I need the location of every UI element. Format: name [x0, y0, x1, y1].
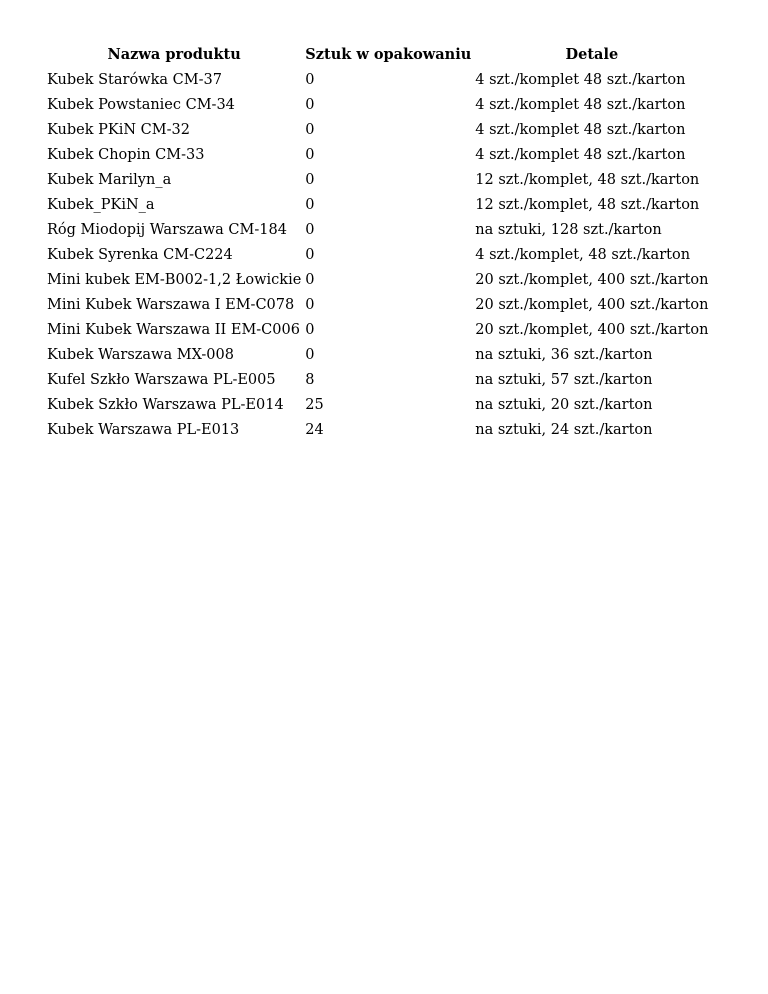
table-row	[46, 218, 709, 241]
header-row	[46, 43, 709, 66]
product-name-cell: Kubek Marilyn_a	[47, 171, 172, 188]
pack-quantity-cell: 25	[305, 396, 324, 413]
table-row	[46, 393, 709, 416]
details-cell: na sztuki, 57 szt./karton	[475, 371, 653, 388]
table-row	[46, 268, 709, 291]
details-cell: na sztuki, 24 szt./karton	[475, 421, 653, 438]
table-row	[46, 68, 709, 91]
table-row	[46, 118, 709, 141]
product-name-cell: Kubek Starówka CM-37	[47, 71, 222, 88]
table-body	[46, 68, 709, 441]
table-row	[46, 418, 709, 441]
pack-quantity-cell: 0	[305, 246, 315, 263]
pack-quantity-cell: 0	[305, 196, 315, 213]
product-name-cell: Kufel Szkło Warszawa PL-E005	[47, 371, 276, 388]
details-cell: 4 szt./komplet 48 szt./karton	[475, 146, 686, 163]
table-row	[46, 168, 709, 191]
details-cell: 12 szt./komplet, 48 szt./karton	[475, 196, 700, 213]
product-table	[44, 41, 711, 443]
table-header	[46, 43, 709, 66]
header-pack-quantity: Sztuk w opakowaniu	[305, 46, 472, 63]
table-row	[46, 318, 709, 341]
header-product-name: Nazwa produktu	[107, 46, 241, 63]
details-cell: 20 szt./komplet, 400 szt./karton	[475, 296, 709, 313]
details-cell: 20 szt./komplet, 400 szt./karton	[475, 321, 709, 338]
product-name-cell: Kubek Powstaniec CM-34	[47, 96, 235, 113]
pack-quantity-cell: 24	[305, 421, 324, 438]
pack-quantity-cell: 0	[305, 321, 315, 338]
product-name-cell: Kubek_PKiN_a	[47, 196, 155, 213]
product-name-cell: Kubek Warszawa PL-E013	[47, 421, 240, 438]
pack-quantity-cell: 0	[305, 271, 315, 288]
pack-quantity-cell: 0	[305, 346, 315, 363]
details-cell: 4 szt./komplet, 48 szt./karton	[475, 246, 691, 263]
pack-quantity-cell: 0	[305, 171, 315, 188]
table-row	[46, 368, 709, 391]
details-cell: 20 szt./komplet, 400 szt./karton	[475, 271, 709, 288]
table-row	[46, 343, 709, 366]
table-row	[46, 93, 709, 116]
pack-quantity-cell: 0	[305, 221, 315, 238]
details-cell: 4 szt./komplet 48 szt./karton	[475, 96, 686, 113]
product-name-cell: Kubek Chopin CM-33	[47, 146, 205, 163]
product-name-cell: Kubek Szkło Warszawa PL-E014	[47, 396, 284, 413]
product-name-cell: Kubek Warszawa MX-008	[47, 346, 234, 363]
pack-quantity-cell: 8	[305, 371, 315, 388]
pack-quantity-cell: 0	[305, 71, 315, 88]
table-row	[46, 243, 709, 266]
table-row	[46, 143, 709, 166]
product-name-cell: Mini kubek EM-B002-1,2 Łowickie	[47, 271, 302, 288]
pack-quantity-cell: 0	[305, 296, 315, 313]
details-cell: 4 szt./komplet 48 szt./karton	[475, 71, 686, 88]
header-details: Detale	[565, 46, 619, 63]
pack-quantity-cell: 0	[305, 121, 315, 138]
details-cell: na sztuki, 128 szt./karton	[475, 221, 662, 238]
table-row	[46, 193, 709, 216]
details-cell: na sztuki, 20 szt./karton	[475, 396, 653, 413]
product-name-cell: Kubek Syrenka CM-C224	[47, 246, 233, 263]
product-name-cell: Kubek PKiN CM-32	[47, 121, 190, 138]
product-name-cell: Róg Miodopij Warszawa CM-184	[47, 221, 287, 238]
pack-quantity-cell: 0	[305, 146, 315, 163]
product-name-cell: Mini Kubek Warszawa II EM-C006	[47, 321, 300, 338]
pack-quantity-cell: 0	[305, 96, 315, 113]
details-cell: 12 szt./komplet, 48 szt./karton	[475, 171, 700, 188]
details-cell: na sztuki, 36 szt./karton	[475, 346, 653, 363]
table-row	[46, 293, 709, 316]
product-name-cell: Mini Kubek Warszawa I EM-C078	[47, 296, 295, 313]
details-cell: 4 szt./komplet 48 szt./karton	[475, 121, 686, 138]
